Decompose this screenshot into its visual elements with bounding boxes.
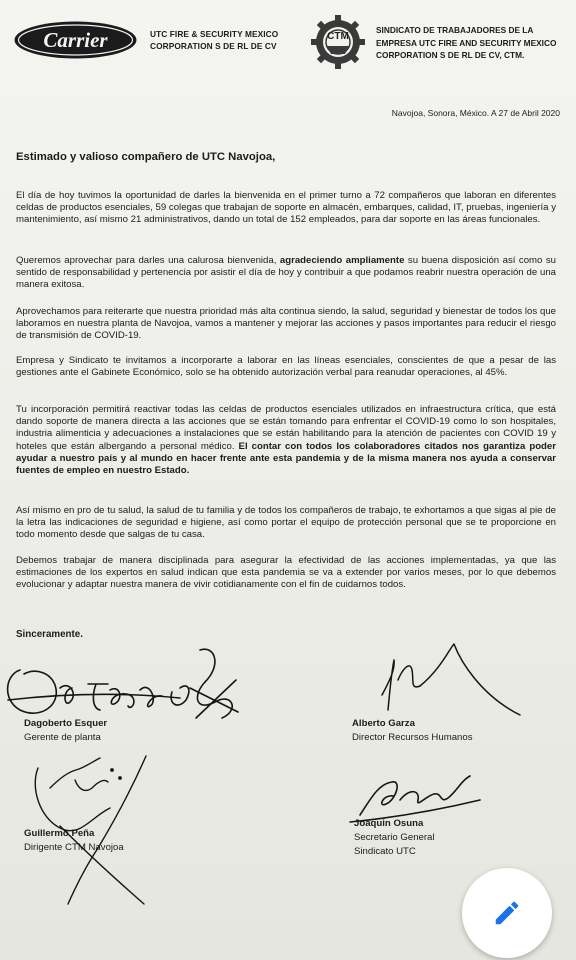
greeting: Estimado y valioso compañero de UTC Navojoa, — [16, 151, 276, 163]
closing: Sinceramente. — [16, 629, 83, 640]
paragraph-4: Empresa y Sindicato te invitamos a incorporarte a laborar en las líneas esenciales, conscientes de que a pesar de las gestiones ante el Gabinete Económico, solo se ha obtenido autorización verbal para reanudar operaciones, al 45%. — [16, 355, 556, 379]
pencil-icon — [492, 898, 522, 928]
signature-garza — [330, 640, 530, 730]
signatory-role-esquer: Gerente de planta — [24, 732, 101, 743]
signature-esquer — [0, 640, 250, 730]
carrier-logo — [13, 20, 138, 60]
signatory-name-esquer: Dagoberto Esquer — [24, 718, 108, 729]
signatory-role-garza: Director Recursos Humanos — [352, 732, 473, 743]
carrier-logo-text: Carrier — [43, 28, 108, 52]
ctm-logo-text: CTM — [327, 31, 349, 42]
signatory-role-pena: Dirigente CTM Navojoa — [24, 842, 124, 853]
paragraph-3: Aprovechamos para reiterarte que nuestra prioridad más alta continua siendo, la salud, seguridad y bienestar de todos los que laboramos en nuestra planta de Navojoa, vamos a mantener y mejorar las acciones y pasos importantes para reducir el riesgo de transmisión de COVID-19. — [16, 306, 556, 342]
paragraph-1: El día de hoy tuvimos la oportunidad de darles la bienvenida en el primer turno a 72 compañeros que laboran en diferentes celdas de productos esenciales, 59 colegas que trabajan de soporte en almacén, embarques, calidad, IT, pruebas, ingeniería y mantenimiento, así mismo 21 administrativos, dando un total de 152 empleados, para dar soporte en las áreas funcionales. — [16, 190, 556, 226]
paragraph-5: Tu incorporación permitirá reactivar todas las celdas de productos esenciales utilizados en infraestructura crítica, que está dando soporte de manera directa a las acciones que se están tomando para enfrentar el COVID-19 como lo son hospitales, industria alimenticia y adecuaciones a instalaciones que se están habilitando para la atención de pacientes con COVID 19 y hoteles que están albergando a personal médico. El contar con todos los colaboradores citados nos garantiza poder ayudar a nuestro país y al mundo en hacer frente ante esta pandemia y de la misma manera nos ayuda a conservar fuentes de empleo en nuestro Estado. — [16, 404, 556, 477]
date-line: Navojoa, Sonora, México. A 27 de Abril 2020 — [391, 108, 560, 118]
paragraph-7: Debemos trabajar de manera disciplinada para asegurar la efectividad de las acciones implementadas, ya que las estimaciones de los expertos en salud indican que esta pandemia se va a extender por varios meses, por lo que debemos evolucionar y adaptar nuestra manera de vivir cotidianamente con el fin de cuidarnos todos. — [16, 555, 556, 591]
signatory-name-osuna: Joaquin Osuna — [354, 818, 424, 829]
signatory-name-pena: Guillermo Peña — [24, 828, 95, 839]
union-name: SINDICATO DE TRABAJADORES DE LA EMPRESA UTC FIRE AND SECURITY MEXICO CORPORATION S DE RL DE CV, CTM. — [376, 25, 557, 60]
utc-company-name: UTC FIRE & SECURITY MEXICO CORPORATION S DE RL DE CV — [150, 29, 279, 51]
paragraph-2: Queremos aprovechar para darles una calurosa bienvenida, agradeciendo ampliamente su buena disposición así como su sentido de responsabilidad y pertenencia por asistir el día de hoy y contribuir a que podamos reabrir nuestra operación de una manera exitosa. — [16, 255, 556, 291]
edit-button[interactable] — [462, 868, 552, 958]
ctm-logo — [310, 14, 366, 70]
paragraph-6: Así mismo en pro de tu salud, la salud de tu familia y de todos los compañeros de trabajo, te exhortamos a que sigas al pie de la letra las indicaciones de seguridad e higiene, así como portar el equipo de protección personal que se te proporcione en todo momento desde que salgas de tu casa. — [16, 505, 556, 541]
signatory-org-osuna: Sindicato UTC — [354, 846, 416, 857]
signatory-role-osuna: Secretario General — [354, 832, 435, 843]
signatory-name-garza: Alberto Garza — [352, 718, 415, 729]
